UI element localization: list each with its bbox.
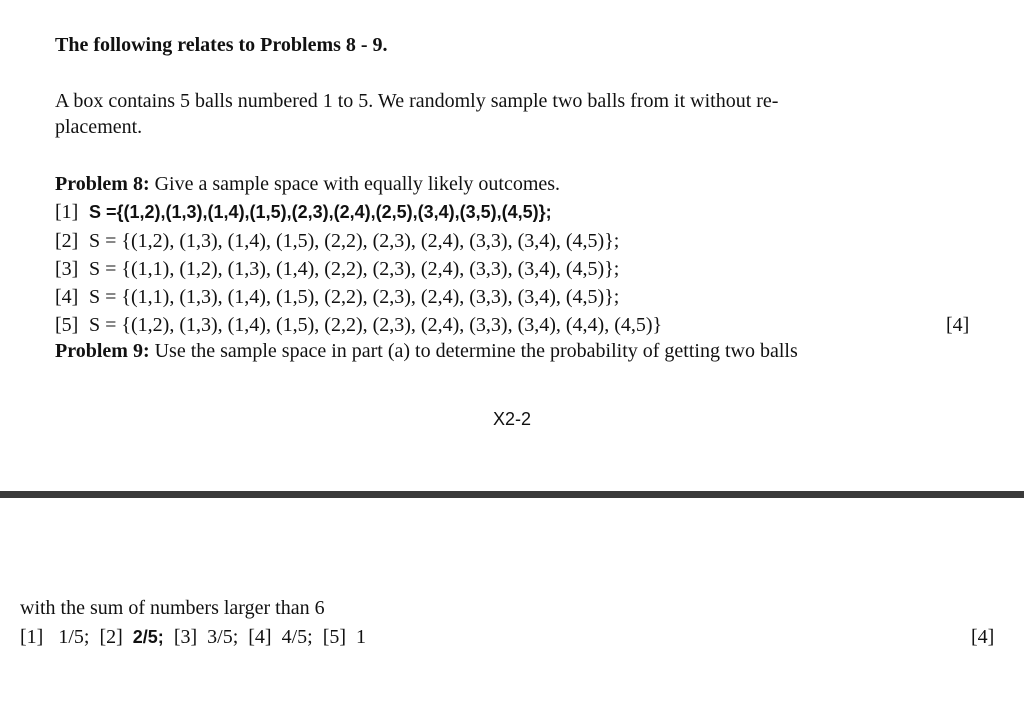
problem-8-marks: [4] xyxy=(946,314,970,336)
option-number: [2] xyxy=(99,626,123,648)
problem-9-continuation: with the sum of numbers larger than 6 xyxy=(20,597,325,619)
problem-8-option-2 xyxy=(55,229,619,253)
problem-8-option-3 xyxy=(55,257,619,281)
problem-9-option-4 xyxy=(248,626,312,648)
option-text: 3/5; xyxy=(207,626,239,648)
problem-9-marks: [4] xyxy=(971,626,995,648)
option-number: [5] xyxy=(322,626,347,648)
problem-8-statement xyxy=(55,172,560,196)
problem-8-text: Give a sample space with equally likely outcomes. xyxy=(154,173,561,195)
option-text: S ={(1,2),(1,3),(1,4),(1,5),(2,3),(2,4),(2,5),(3,4),(3,5),(4,5)}; xyxy=(89,202,552,222)
problem-9-label: Problem 9: xyxy=(55,340,150,362)
option-number: [4] xyxy=(55,286,79,308)
problem-8-label: Problem 8: xyxy=(55,173,150,195)
problem-8-option-1 xyxy=(55,200,552,224)
problem-9-statement xyxy=(55,339,798,363)
page-break-divider xyxy=(0,491,1024,498)
problem-8-option-4 xyxy=(55,285,619,309)
option-number: [3] xyxy=(173,626,198,648)
option-text: 4/5; xyxy=(281,626,313,648)
page-label: X2-2 xyxy=(492,409,532,429)
intro-line-2: placement. xyxy=(55,116,143,138)
option-number: [5] xyxy=(55,314,79,336)
option-text: 1 xyxy=(356,626,367,648)
option-number: [1] xyxy=(55,201,79,223)
problem-9-option-5 xyxy=(323,626,366,648)
option-text: S = {(1,1), (1,3), (1,4), (1,5), (2,2), (2,3), (2,4), (3,3), (3,4), (4,5)}; xyxy=(89,286,620,308)
option-number: [2] xyxy=(55,230,79,252)
section-header: The following relates to Problems 8 - 9. xyxy=(55,34,388,56)
option-text: 1/5; xyxy=(58,626,90,648)
option-number: [1] xyxy=(20,626,44,648)
intro-line-1: A box contains 5 balls numbered 1 to 5. We randomly sample two balls from it without re- xyxy=(55,90,779,112)
problem-9-options xyxy=(20,625,366,649)
option-number: [4] xyxy=(248,626,272,648)
option-text: S = {(1,2), (1,3), (1,4), (1,5), (2,2), (2,3), (2,4), (3,3), (3,4), (4,4), (4,5)} xyxy=(89,314,663,336)
problem-9-option-3 xyxy=(174,626,238,648)
option-text: 2/5; xyxy=(132,627,164,647)
problem-9-text: Use the sample space in part (a) to determine the probability of getting two balls xyxy=(154,340,798,362)
problem-9-option-1 xyxy=(20,626,89,648)
problem-9-option-2 xyxy=(99,626,163,648)
problem-8-option-5 xyxy=(55,313,662,337)
option-text: S = {(1,1), (1,2), (1,3), (1,4), (2,2), (2,3), (2,4), (3,3), (3,4), (4,5)}; xyxy=(89,258,620,280)
option-number: [3] xyxy=(55,258,79,280)
option-text: S = {(1,2), (1,3), (1,4), (1,5), (2,2), (2,3), (2,4), (3,3), (3,4), (4,5)}; xyxy=(89,230,620,252)
